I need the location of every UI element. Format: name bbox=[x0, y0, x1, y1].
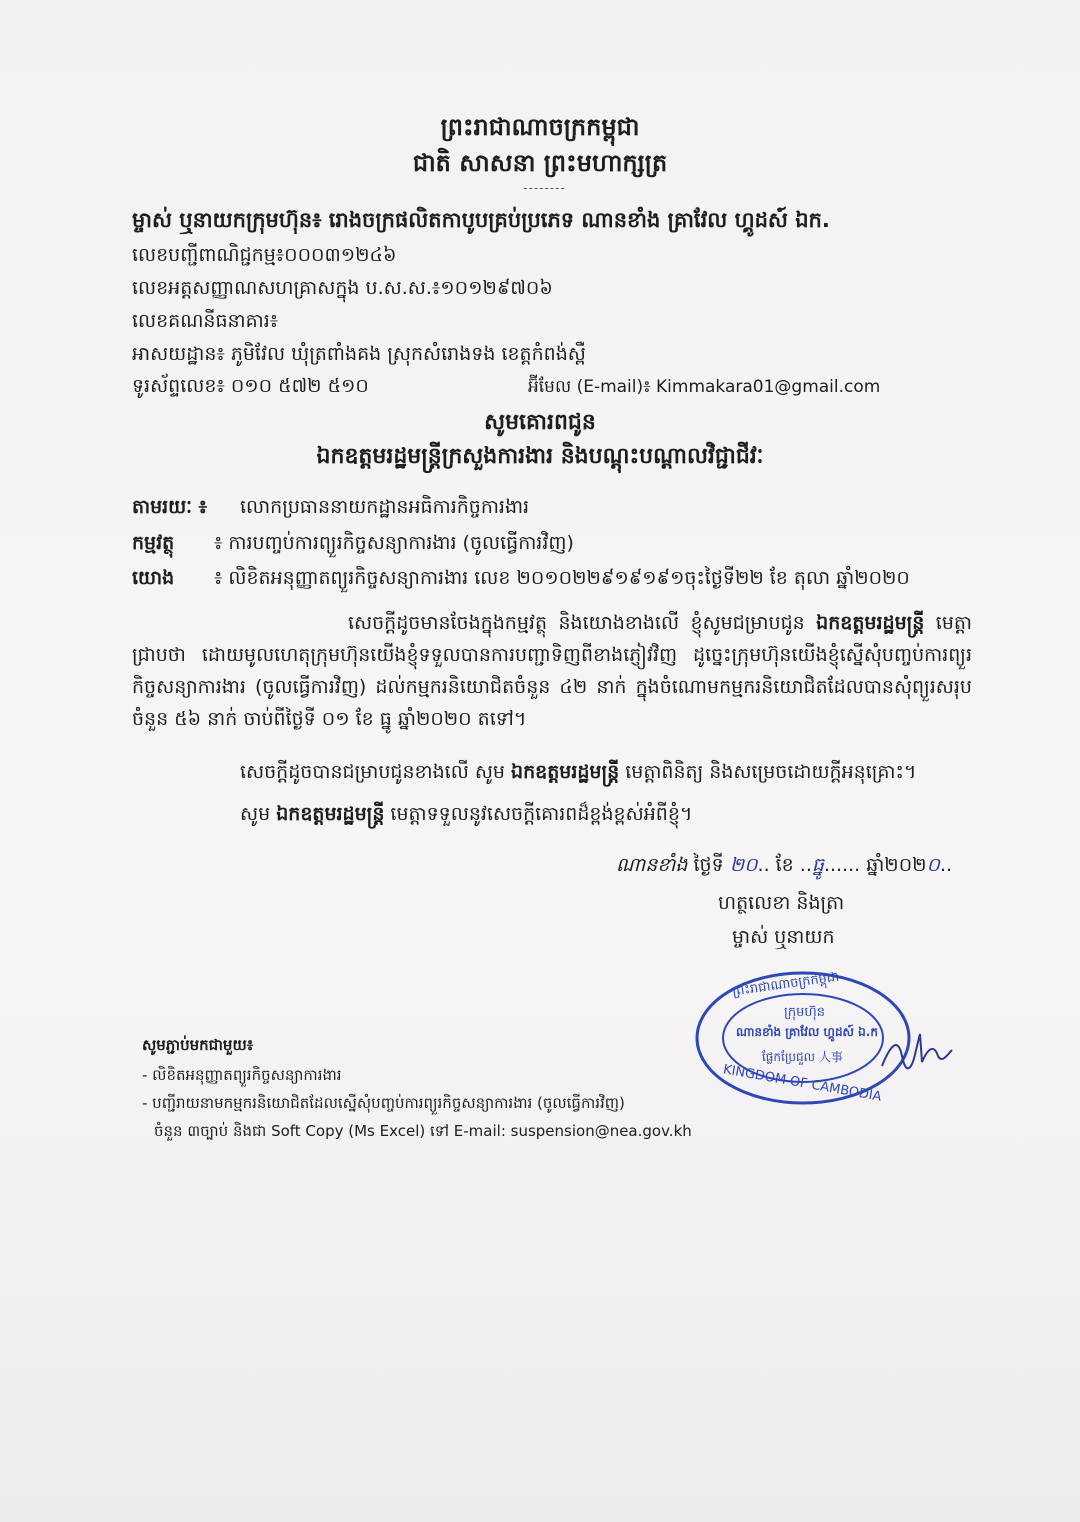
motto-heading: ជាតិ សាសនា ព្រះមហាក្សត្រ bbox=[412, 149, 668, 177]
p1-bold: ឯកឧត្តមរដ្ឋមន្ត្រី bbox=[816, 612, 925, 634]
body-paragraph-3 bbox=[132, 798, 972, 830]
attachment-item-3: ចំនួន ៣ច្បាប់ និងជា Soft Copy (Ms Excel) ទៅ E-mail: suspension@nea.gov.kh bbox=[154, 1122, 692, 1140]
registration-number: លេខបញ្ជីពាណិជ្ជកម្ម៖០០០៣១២៤៦ bbox=[132, 244, 397, 266]
greeting-line: សូមគោរពជូន bbox=[484, 410, 596, 435]
stamp-top-text: ព្រះរាជាណាចក្រកម្ពុជា bbox=[731, 969, 841, 1000]
phone-number: ទូរស័ព្ទលេខ៖ ០១០ ៥៧២ ៥១០ bbox=[132, 375, 369, 397]
via-label: តាមរយៈ ៖ bbox=[132, 496, 208, 518]
body-paragraph-1 bbox=[132, 607, 972, 735]
stamp-line-1: ក្រុមហ៊ុន bbox=[784, 1005, 826, 1020]
date-month-value: ធ្នូ bbox=[811, 854, 824, 876]
attachment-item-1: - លិខិតអនុញ្ញាតព្យួរកិច្ចសន្យាការងារ bbox=[142, 1066, 342, 1084]
address: អាសយដ្ឋាន៖ ភូមិវែល ឃុំត្រពាំងគង ស្រុកសំរោងទង ខេត្តកំពង់ស្ពឺ bbox=[132, 343, 586, 365]
subject-label: កម្មវត្ថុ bbox=[132, 532, 175, 554]
date-year-label: ឆ្នាំ២០២ bbox=[866, 854, 927, 876]
p2-start: សេចក្តីដូចបានជម្រាបជូនខាងលើ សូម bbox=[240, 761, 512, 783]
subject-value: ៖ ការបញ្ចប់ការព្យួរកិច្ចសន្យាការងារ (ចូលធ្វើការវិញ) bbox=[214, 532, 574, 554]
p1-start: សេចក្តីដូចមានចែងក្នុងកម្មវត្ថុ និងយោងខាងលើ ខ្ញុំសូមជម្រាបជូន bbox=[348, 612, 817, 634]
attachments-heading: សូមភ្ជាប់មកជាមួយ៖ bbox=[142, 1036, 254, 1054]
p1-end: មេត្តាជ្រាបថា ដោយមូលហេតុក្រុមហ៊ុនយើងខ្ញុំទទួលបានការបញ្ជាទិញពីខាងភ្ញៀវវិញ ដូច្នេះក្រុមហ៊ុនយើងខ្ញុំស្នើសុំបញ្ចប់ការព្យួរកិច្ចសន្យាការងារ (ចូលធ្វើការវិញ) ដល់កម្មករនិយោជិតចំនួន ៤២ នាក់ ក្នុងចំណោមកម្មករនិយោជិតដែលបានសុំព្យួរសរុបចំនួន ៥៦ នាក់ ចាប់ពីថ្ងៃទី ០១ ខែ ធ្នូ ឆ្នាំ២០២០ តទៅ។ bbox=[132, 612, 972, 730]
sender-title: ម្ចាស់ ឬនាយកក្រុមហ៊ុន៖ រោងចក្រផលិតកាបូបគ្រប់ប្រភេទ ណានខាំង គ្រាវែល ហ្គូដស៍ ឯក. bbox=[132, 208, 830, 232]
p2-bold: ឯកឧត្តមរដ្ឋមន្ត្រី bbox=[511, 761, 620, 783]
date-year-value: ០ bbox=[926, 854, 940, 876]
stamp-line-2: ណានខាំង គ្រាវែល ហ្គូដស៍ ឯ.ក bbox=[736, 1025, 878, 1039]
reference-label: យោង bbox=[132, 567, 175, 589]
header-divider bbox=[524, 188, 564, 189]
date-month-label: ខែ bbox=[775, 854, 794, 876]
body-paragraph-2 bbox=[132, 756, 972, 788]
kingdom-heading: ព្រះរាជាណាចក្រកម្ពុជា bbox=[440, 113, 640, 141]
nssf-number: លេខអត្តសញ្ញាណសហគ្រាសក្នុង ប.ស.ស.៖១០១២៩៧០៦ bbox=[132, 277, 553, 299]
p2-end: មេត្តាពិនិត្យ និងសម្រេចដោយក្តីអនុគ្រោះ។ bbox=[619, 761, 917, 783]
recipient-line: ឯកឧត្តមរដ្ឋមន្ត្រីក្រសួងការងារ និងបណ្តុះបណ្តាលវិជ្ជាជីវៈ bbox=[316, 444, 764, 469]
via-value: លោកប្រធាននាយកដ្ឋានអធិការកិច្ចការងារ bbox=[240, 496, 530, 518]
reference-value: ៖ លិខិតអនុញ្ញាតព្យួរកិច្ចសន្យាការងារ លេខ ២០១០២២៩១៩១៩១ចុះថ្ងៃទី២២ ខែ តុលា ឆ្នាំ២០២០ bbox=[214, 567, 910, 589]
email-address: អ៊ីមែល (E-mail)៖ Kimmakara01@gmail.com bbox=[528, 377, 881, 397]
handwritten-signature-icon bbox=[876, 1026, 956, 1078]
signature-label: ហត្ថលេខា និងត្រា bbox=[718, 892, 845, 914]
stamp-line-3: ផ្លែកប្រែជួល 人事 bbox=[762, 1050, 843, 1064]
p3-bold: ឯកឧត្តមរដ្ឋមន្ត្រី bbox=[276, 803, 385, 825]
stamp-bottom-text: KINGDOM OF CAMBODIA bbox=[721, 1062, 883, 1105]
bank-account: លេខគណនីធនាគារ៖ bbox=[132, 310, 279, 332]
date-day-label: ថ្ងៃទី bbox=[693, 854, 724, 876]
date-day-value: ២០ bbox=[729, 854, 758, 876]
signatory-role: ម្ចាស់ ឬនាយក bbox=[732, 926, 835, 948]
p3-end: មេត្តាទទួលនូវសេចក្តីគោរពដ៏ខ្ពង់ខ្ពស់អំពីខ្ញុំ។ bbox=[384, 803, 693, 825]
attachment-item-2: - បញ្ជីរាយនាមកម្មករនិយោជិតដែលស្នើសុំបញ្ចប់ការព្យួរកិច្ចសន្យាការងារ (ចូលធ្វើការវិញ) bbox=[142, 1094, 625, 1112]
p3-start: សូម bbox=[240, 803, 277, 825]
date-line: ណានខាំង ថ្ងៃទី ២០.. ខែ ..ធ្នូ...... ឆ្នាំ២០២០.. bbox=[616, 854, 953, 876]
date-place: ណានខាំង bbox=[616, 854, 688, 876]
